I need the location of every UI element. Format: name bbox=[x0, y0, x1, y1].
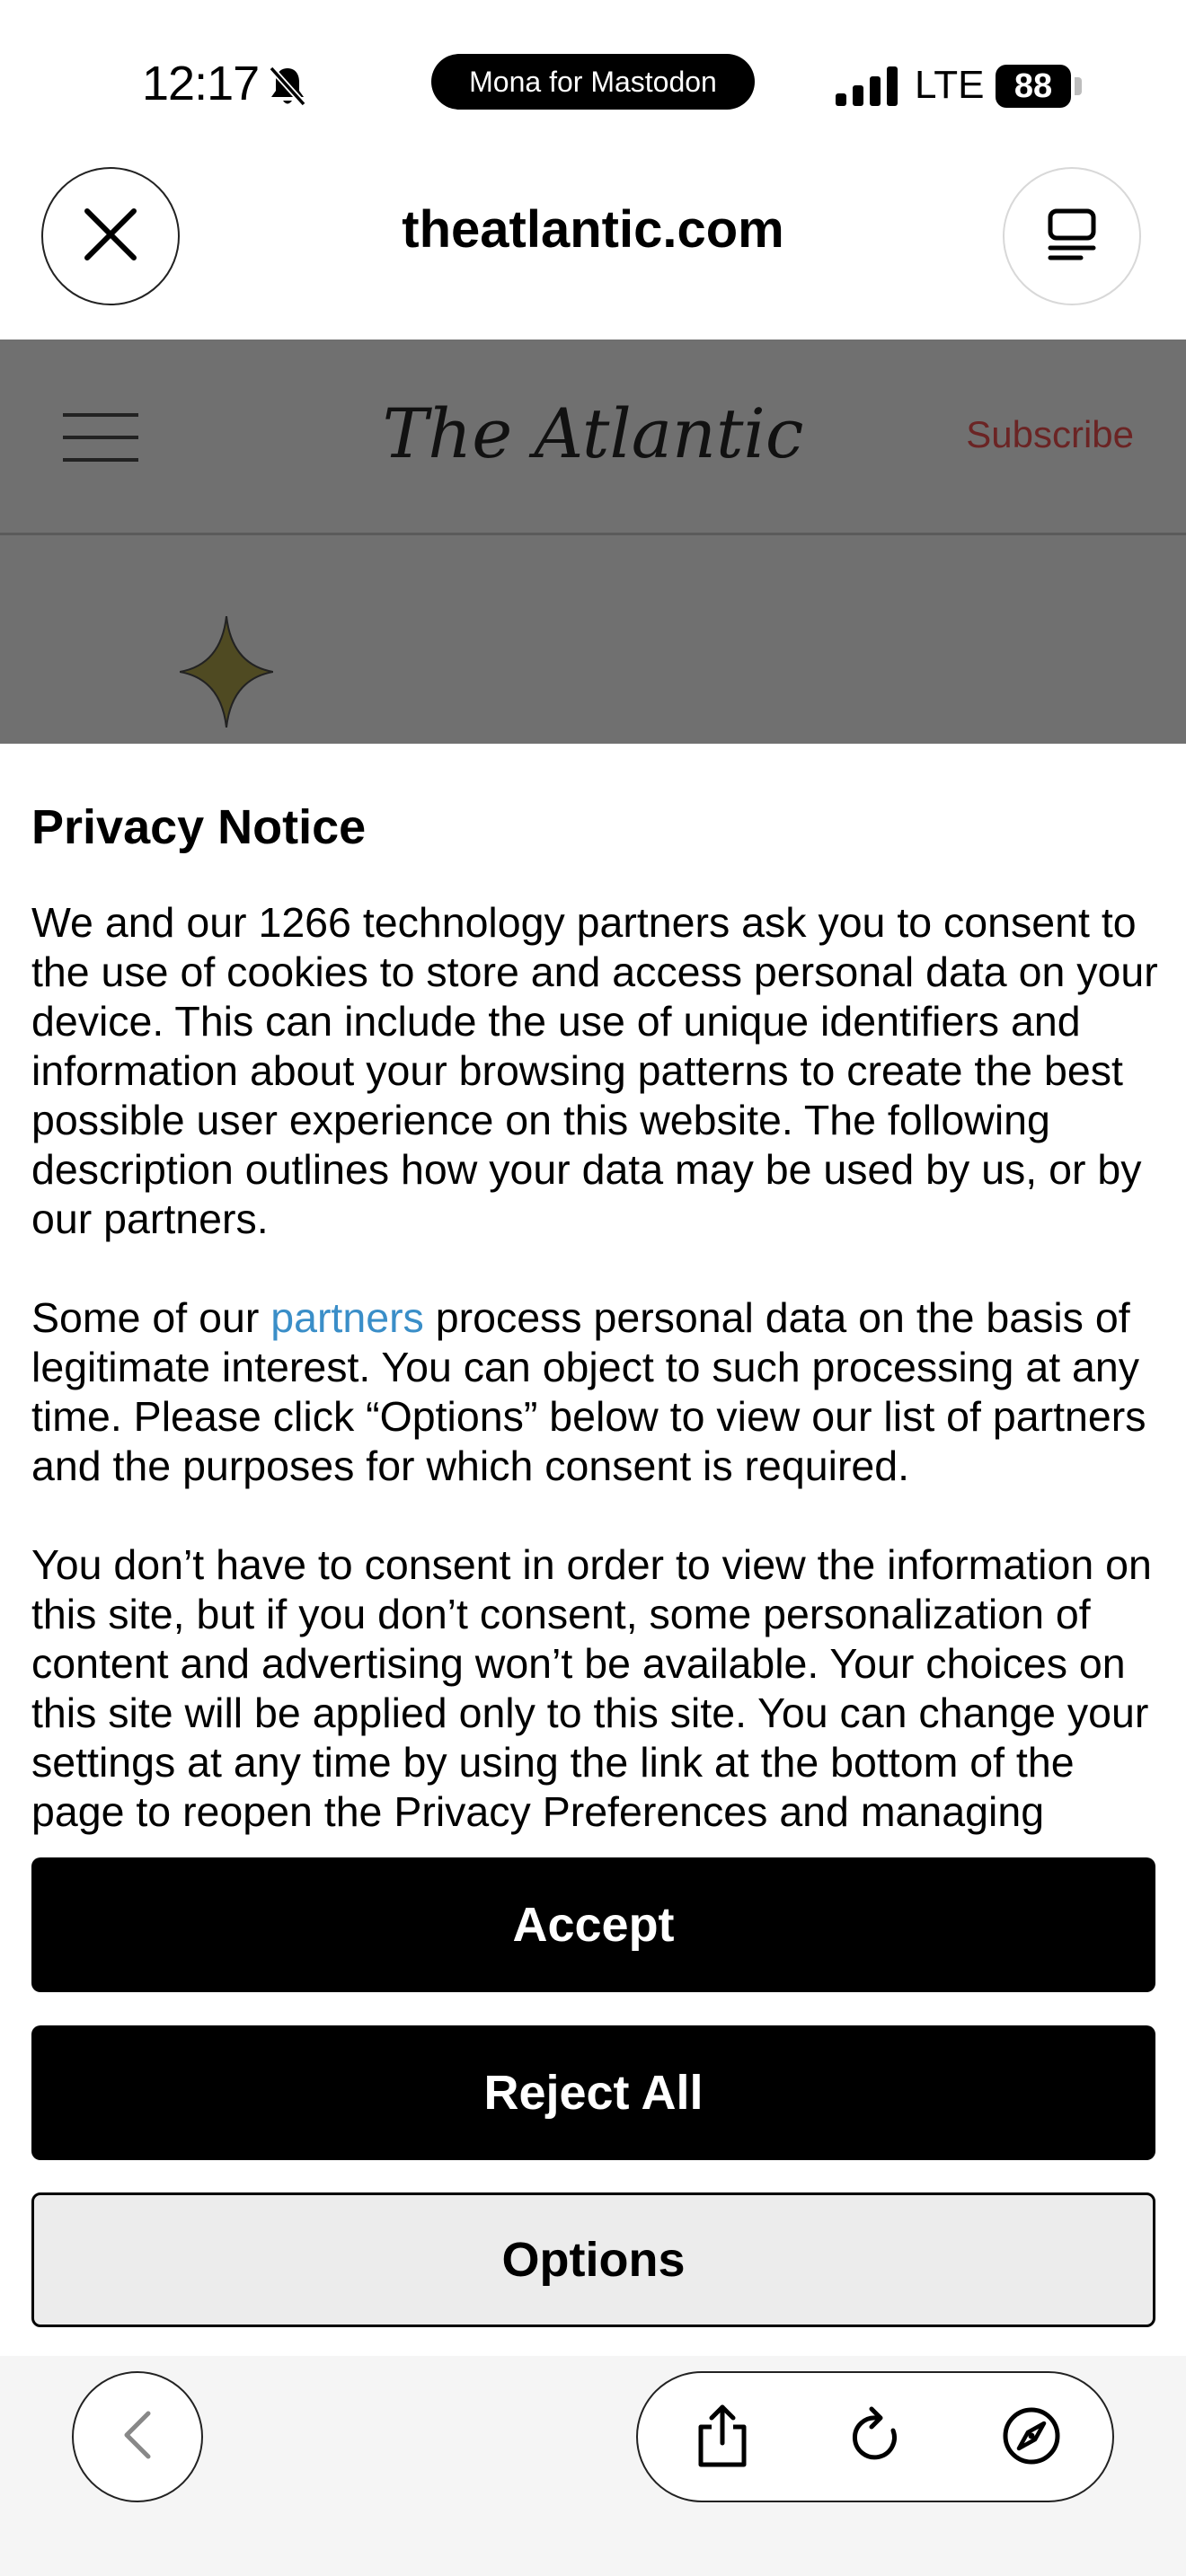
tabs-button[interactable] bbox=[1003, 167, 1141, 305]
url-bar[interactable]: theatlantic.com bbox=[402, 200, 784, 259]
reload-icon bbox=[848, 2405, 906, 2471]
site-background bbox=[0, 340, 1186, 744]
sparkle-star-icon bbox=[180, 616, 273, 728]
privacy-paragraph-3: You don’t have to consent in order to view the information on this site, but if you don’t consent, some personalization of content and advertising won’t be available. Your choices on this site will be applied only to this site. You can change your settings at any time by using the link at the bottom of the page to reopen the Privacy Preferences and managing bbox=[31, 1541, 1152, 1835]
share-button[interactable] bbox=[685, 2400, 760, 2475]
privacy-sheet bbox=[0, 744, 1186, 2356]
battery-level: 88 bbox=[1013, 66, 1053, 105]
status-time: 12:17 bbox=[142, 57, 260, 110]
privacy-paragraph-2 bbox=[31, 1293, 1164, 1491]
accept-label: Accept bbox=[512, 1898, 675, 1952]
toolbar-actions bbox=[636, 2371, 1114, 2502]
status-bar bbox=[0, 0, 1186, 171]
options-label: Options bbox=[501, 2233, 686, 2287]
silent-bell-icon bbox=[266, 63, 309, 110]
options-button[interactable] bbox=[31, 2192, 1155, 2327]
share-icon bbox=[694, 2404, 751, 2473]
network-type: LTE bbox=[915, 63, 985, 107]
compass-button[interactable] bbox=[994, 2400, 1069, 2475]
subscribe-link[interactable]: Subscribe bbox=[966, 413, 1134, 455]
bottom-toolbar bbox=[0, 2356, 1186, 2576]
privacy-notice-scroll[interactable] bbox=[0, 744, 1186, 1835]
para2-text-end: process personal data on the basis of legitimate interest. You can object to such processing at any time. Please click “Options” below to view our list of partners and the purposes for which consent is required. bbox=[31, 1294, 1146, 1489]
cellular-signal-icon bbox=[836, 66, 898, 106]
site-nav bbox=[0, 340, 1186, 535]
app-pill[interactable] bbox=[431, 54, 755, 110]
compass-icon bbox=[1001, 2405, 1062, 2471]
accept-button[interactable] bbox=[31, 1857, 1155, 1992]
privacy-paragraph-1: We and our 1266 technology partners ask you to consent to the use of cookies to store and access personal data on your device. This can include the use of unique identifiers and information about your browsing patterns to create the best possible user experience on this website. The following description outlines how your data may be used by us, or by our partners. bbox=[31, 899, 1158, 1242]
reject-all-label: Reject All bbox=[483, 2066, 704, 2120]
privacy-notice-body bbox=[31, 898, 1164, 1835]
chevron-left-icon bbox=[119, 2408, 155, 2466]
back-button[interactable] bbox=[72, 2371, 203, 2502]
app-pill-label: Mona for Mastodon bbox=[469, 65, 717, 98]
partners-link[interactable]: partners bbox=[270, 1294, 424, 1341]
reject-all-button[interactable] bbox=[31, 2025, 1155, 2160]
para2-text-start: Some of our bbox=[31, 1294, 271, 1341]
battery-icon bbox=[996, 65, 1082, 108]
privacy-notice-title: Privacy Notice bbox=[31, 800, 367, 854]
reload-button[interactable] bbox=[839, 2400, 915, 2475]
tabs-icon bbox=[1045, 207, 1099, 266]
site-logo[interactable]: The Atlantic bbox=[382, 393, 804, 473]
